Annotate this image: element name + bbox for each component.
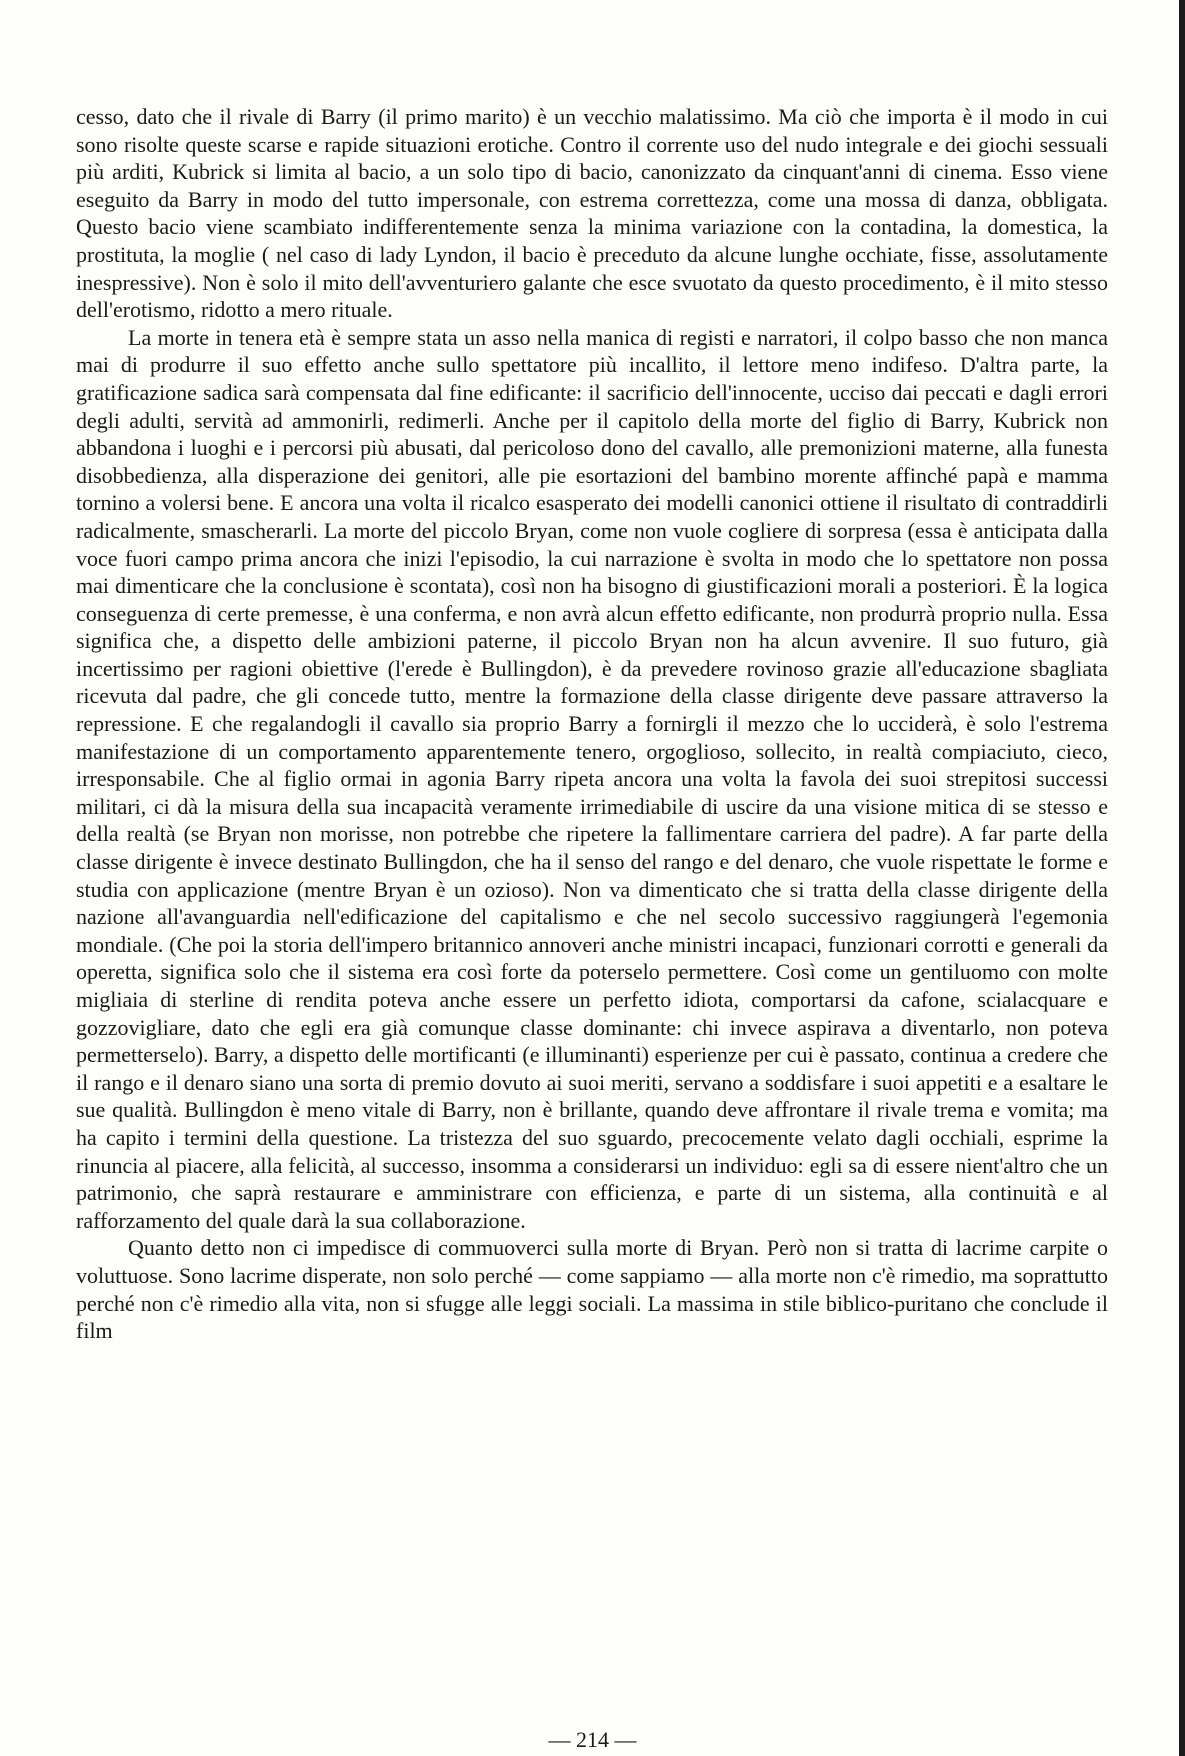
paragraph-3: Quanto detto non ci impedisce di commuoverci sulla morte di Bryan. Però non si tratta di lacrime carpite o voluttuose. Sono lacrime disperate, non solo perché — come sappiamo — alla morte non c'è rimedio, ma soprattutto perché non c'è rimedio alla vita, non si sfugge alle leggi sociali. La massima in stile biblico-puritano che conclude il film <box>76 1235 1108 1344</box>
page-number: — 214 — <box>548 1727 637 1752</box>
body-text <box>76 103 1108 1345</box>
paragraph-1: cesso, dato che il rivale di Barry (il primo marito) è un vecchio malatissimo. Ma ciò che importa è il modo in cui sono risolte queste scarse e rapide situazioni erotiche. Contro il corrente uso del nudo integrale e dei giochi sessuali più arditi, Kubrick si limita al bacio, a un solo tipo di bacio, canonizzato da cinquant'anni di cinema. Esso viene eseguito da Barry in modo del tutto impersonale, con estrema correttezza, come una mossa di danza, obbligata. Questo bacio viene scambiato indifferentemente senza la minima variazione con la contadina, la domestica, la prostituta, la moglie ( nel caso di lady Lyndon, il bacio è preceduto da alcune lunghe occhiate, fisse, assolutamente inespressive). Non è solo il mito dell'avventuriero galante che esce svuotato da questo procedimento, è il mito stesso dell'erotismo, ridotto a mero rituale. <box>76 104 1108 323</box>
paragraph-2: La morte in tenera età è sempre stata un asso nella manica di registi e narratori, il colpo basso che non manca mai di produrre il suo effetto anche sullo spettatore più incallito, il lettore meno indifeso. D'altra parte, la gratificazione sadica sarà compensata dal fine edificante: il sacrificio dell'innocente, ucciso dai peccati e dagli errori degli adulti, servità ad ammonirli, redimerli. Anche per il capitolo della morte del figlio di Barry, Kubrick non abbandona i luoghi e i percorsi più abusati, dal pericoloso dono del cavallo, alle premonizioni materne, alla funesta disobbedienza, alla disperazione dei genitori, alle pie esortazioni del bambino morente affinché papà e mamma tornino a volersi bene. E ancora una volta il ricalco esasperato dei modelli canonici ottiene il risultato di contraddirli radicalmente, smascherarli. La morte del piccolo Bryan, come non vuole cogliere di sorpresa (essa è anticipata dalla voce fuori campo prima ancora che inizi l'episodio, la cui narrazione è svolta in modo che lo spettatore non possa mai dimenticare che la conclusione è scontata), così non ha bisogno di giustificazioni morali a posteriori. È la logica conseguenza di certe premesse, è una conferma, e non avrà alcun effetto edificante, non produrrà proprio nulla. Essa significa che, a dispetto delle ambizioni paterne, il piccolo Bryan non ha alcun avvenire. Il suo futuro, già incertissimo per ragioni obiettive (l'erede è Bullingdon), è da prevedere rovinoso grazie all'educazione sbagliata ricevuta dal padre, che gli concede tutto, mentre la formazione della classe dirigente deve passare attraverso la repressione. E che regalandogli il cavallo sia proprio Barry a fornirgli il mezzo che lo ucciderà, è solo l'estrema manifestazione di un comportamento apparentemente tenero, orgoglioso, sollecito, in realtà compiaciuto, cieco, irresponsabile. Che al figlio ormai in agonia Barry ripeta ancora una volta la favola dei suoi strepitosi successi militari, ci dà la misura della sua incapacità veramente irrimediabile di uscire da una visione mitica di se stesso e della realtà (se Bryan non morisse, non potrebbe che ripetere la fallimentare carriera del padre). A far parte della classe dirigente è invece destinato Bullingdon, che ha il senso del rango e del denaro, che vuole rispettate le forme e studia con applicazione (mentre Bryan è un ozioso). Non va dimenticato che si tratta della classe dirigente della nazione all'avanguardia nell'edificazione del capitalismo e che nel secolo successivo raggiungerà l'egemonia mondiale. (Che poi la storia dell'impero britannico annoveri anche ministri incapaci, funzionari corrotti e generali da operetta, significa solo che il sistema era così forte da poterselo permettere. Così come un gentiluomo con molte migliaia di sterline di rendita poteva anche essere un perfetto idiota, comportarsi da cafone, scialacquare e gozzovigliare, dato che egli era già comunque classe dominante: chi invece aspirava a diventarlo, non poteva permetterselo). Barry, a dispetto delle mortificanti (e illuminanti) esperienze per cui è passato, continua a credere che il rango e il denaro siano una sorta di premio dovuto ai suoi meriti, servano a soddisfare i suoi appetiti e a esaltare le sue qualità. Bullingdon è meno vitale di Barry, non è brillante, quando deve affrontare il rivale trema e vomita; ma ha capito i termini della questione. La tristezza del suo sguardo, precocemente velato dagli occhiali, esprime la rinuncia al piacere, alla felicità, al successo, insomma a considerarsi un individuo: egli sa di essere nient'altro che un patrimonio, che saprà restaurare e amministrare con efficienza, e parte di un sistema, alla continuità e al rafforzamento del quale darà la sua collaborazione. <box>76 324 1108 1233</box>
page-edge-shadow <box>1179 0 1185 1756</box>
